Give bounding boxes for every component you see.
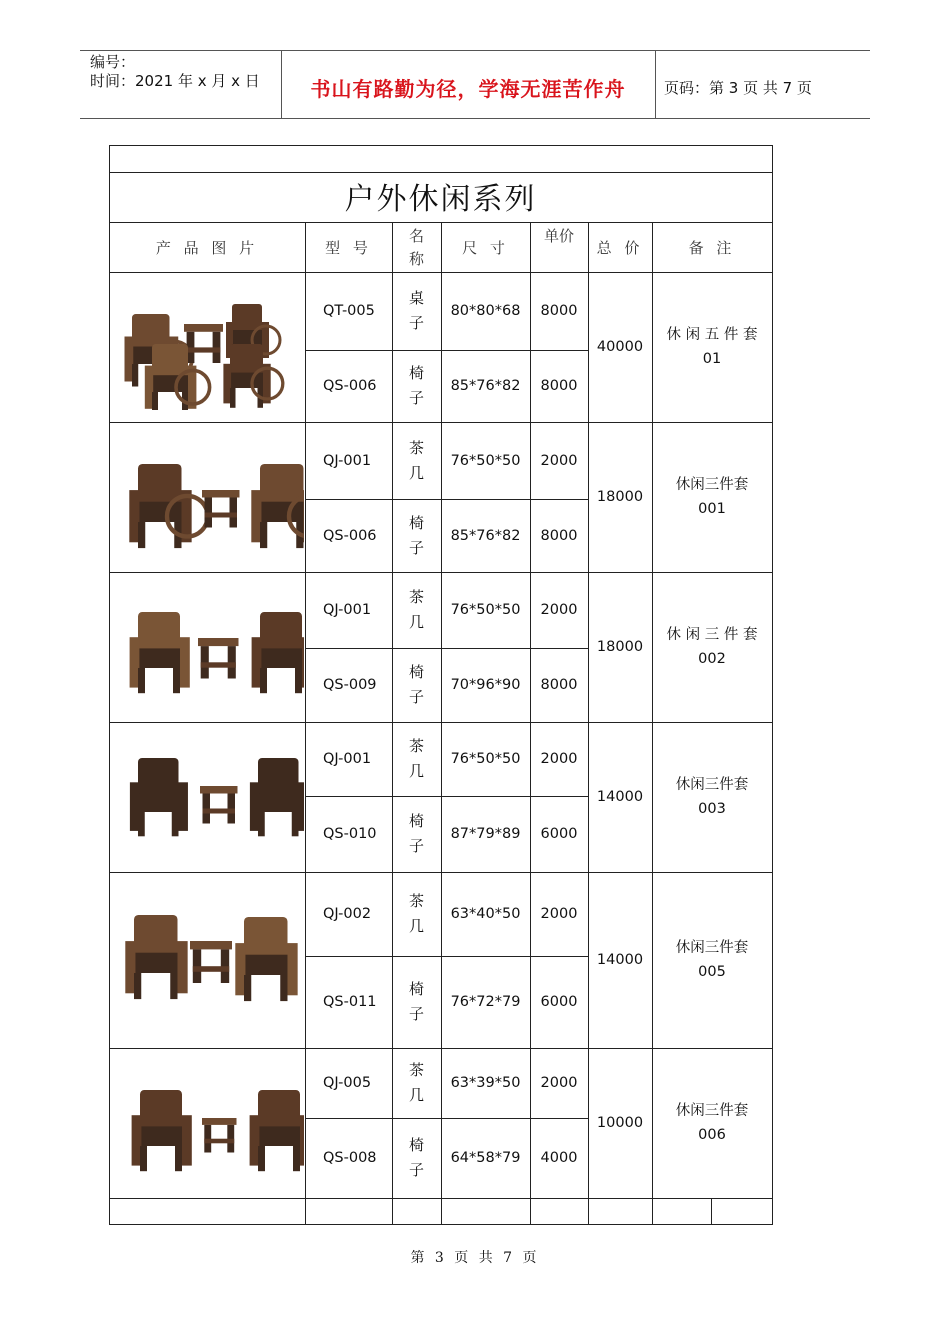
model-cell: QS-010 — [323, 826, 377, 842]
price-cell: 4000 — [540, 1150, 578, 1166]
model-cell: QJ-002 — [323, 906, 372, 922]
table-rule — [109, 172, 772, 173]
note-cell: 休闲三件套 006 — [675, 1103, 749, 1143]
name-cell — [392, 350, 441, 422]
model-cell: QS-011 — [323, 994, 377, 1010]
size-cell: 64*58*79 — [450, 1150, 521, 1166]
note-cell: 休闲三件套 005 — [675, 940, 749, 980]
model-cell: QS-006 — [323, 527, 377, 544]
product-image — [112, 1076, 304, 1186]
column-header: 总 价 — [596, 239, 644, 257]
name-cell — [392, 722, 441, 796]
furniture-set-illustration — [112, 452, 304, 552]
price-cell: 2000 — [540, 452, 578, 469]
page-footer: 第 3 页 共 7 页 — [410, 1250, 540, 1266]
name-cell — [392, 272, 441, 350]
name-text: 椅子 — [408, 663, 424, 706]
size-cell: 63*39*50 — [450, 1075, 521, 1091]
column-header: 型 号 — [325, 239, 372, 257]
header-meta — [90, 53, 260, 91]
note-cell: 休闲三件套 003 — [675, 777, 749, 817]
model-cell: QJ-005 — [323, 1075, 372, 1091]
total-price-cell: 14000 — [596, 789, 644, 805]
size-cell: 85*76*82 — [450, 378, 521, 394]
header-motto: 书山有路勤为径，学海无涯苦作舟 — [310, 77, 626, 101]
size-cell: 70*96*90 — [450, 677, 521, 693]
column-header: 产 品 图 片 — [155, 239, 259, 257]
model-cell: QT-005 — [323, 303, 375, 319]
model-cell: QS-006 — [323, 378, 377, 394]
size-cell: 76*50*50 — [450, 751, 521, 767]
model-cell: QJ-001 — [323, 751, 372, 767]
name-text: 桌子 — [408, 289, 424, 332]
table-rule — [109, 145, 110, 1224]
name-cell — [392, 872, 441, 956]
model-cell: QJ-001 — [323, 602, 372, 618]
total-price-cell: 18000 — [596, 489, 644, 505]
number-label: 编号： — [90, 53, 136, 71]
name-text: 茶几 — [408, 438, 424, 482]
furniture-set-illustration — [112, 744, 304, 849]
product-image — [112, 744, 304, 849]
furniture-set-illustration — [112, 284, 304, 410]
table-rule — [109, 1224, 773, 1225]
total-price-cell: 14000 — [596, 952, 644, 968]
product-image — [112, 452, 304, 552]
table-rule — [109, 1198, 772, 1199]
name-text: 茶几 — [408, 588, 424, 631]
column-header: 备 注 — [688, 239, 736, 257]
name-cell — [392, 956, 441, 1048]
total-price-cell: 40000 — [596, 339, 644, 355]
price-cell: 2000 — [540, 602, 578, 618]
name-text: 椅子 — [408, 812, 424, 855]
page-header — [80, 50, 870, 119]
header-divider — [655, 51, 656, 118]
furniture-set-illustration — [112, 897, 304, 1027]
note-cell: 休 闲 三 件 套 002 — [666, 627, 758, 667]
size-cell: 87*79*89 — [450, 826, 521, 842]
price-cell: 6000 — [540, 994, 578, 1010]
column-header: 尺 寸 — [462, 239, 509, 257]
name-text: 茶几 — [408, 892, 424, 935]
price-cell: 2000 — [540, 751, 578, 767]
name-text: 椅子 — [408, 513, 424, 557]
column-header: 名称 — [408, 227, 424, 268]
name-text: 椅子 — [408, 364, 424, 407]
size-cell: 85*76*82 — [450, 527, 521, 544]
size-cell: 80*80*68 — [450, 303, 521, 319]
table-rule — [711, 1198, 712, 1224]
name-cell — [392, 572, 441, 648]
price-cell: 8000 — [540, 303, 578, 319]
table-rule — [772, 145, 773, 1224]
name-text: 茶几 — [408, 737, 424, 780]
name-text: 椅子 — [408, 980, 424, 1023]
name-cell — [392, 1118, 441, 1198]
name-text: 茶几 — [408, 1061, 424, 1104]
size-cell: 76*72*79 — [450, 994, 521, 1010]
note-cell: 休 闲 五 件 套 01 — [666, 327, 758, 367]
price-cell: 2000 — [540, 906, 578, 922]
name-cell — [392, 422, 441, 499]
model-cell: QS-009 — [323, 677, 377, 693]
product-image — [112, 897, 304, 1027]
name-cell — [392, 648, 441, 722]
price-cell: 8000 — [540, 677, 578, 693]
price-cell: 8000 — [540, 378, 578, 394]
size-cell: 76*50*50 — [450, 452, 521, 469]
size-cell: 76*50*50 — [450, 602, 521, 618]
name-cell — [392, 1048, 441, 1118]
header-page-info: 页码：第 3 页 共 7 页 — [664, 79, 812, 97]
column-header: 单价 — [544, 227, 575, 245]
price-cell: 8000 — [540, 527, 578, 544]
total-price-cell: 10000 — [596, 1115, 644, 1131]
size-cell: 63*40*50 — [450, 906, 521, 922]
note-cell: 休闲三件套 001 — [675, 477, 749, 517]
table-title: 户外休闲系列 — [344, 182, 537, 217]
table-rule — [109, 145, 772, 146]
total-price-cell: 18000 — [596, 639, 644, 655]
time-label: 时间：2021 年 x 月 x 日 — [90, 72, 260, 90]
table-rule — [305, 222, 306, 1224]
price-cell: 6000 — [540, 826, 578, 842]
model-cell: QJ-001 — [323, 452, 372, 469]
furniture-set-illustration — [112, 1076, 304, 1186]
furniture-set-illustration — [112, 602, 304, 702]
price-cell: 2000 — [540, 1075, 578, 1091]
name-cell — [392, 796, 441, 872]
product-image — [112, 284, 304, 410]
name-cell — [392, 499, 441, 572]
model-cell: QS-008 — [323, 1150, 377, 1166]
product-table — [109, 145, 772, 1224]
product-image — [112, 602, 304, 702]
name-text: 椅子 — [408, 1136, 424, 1179]
